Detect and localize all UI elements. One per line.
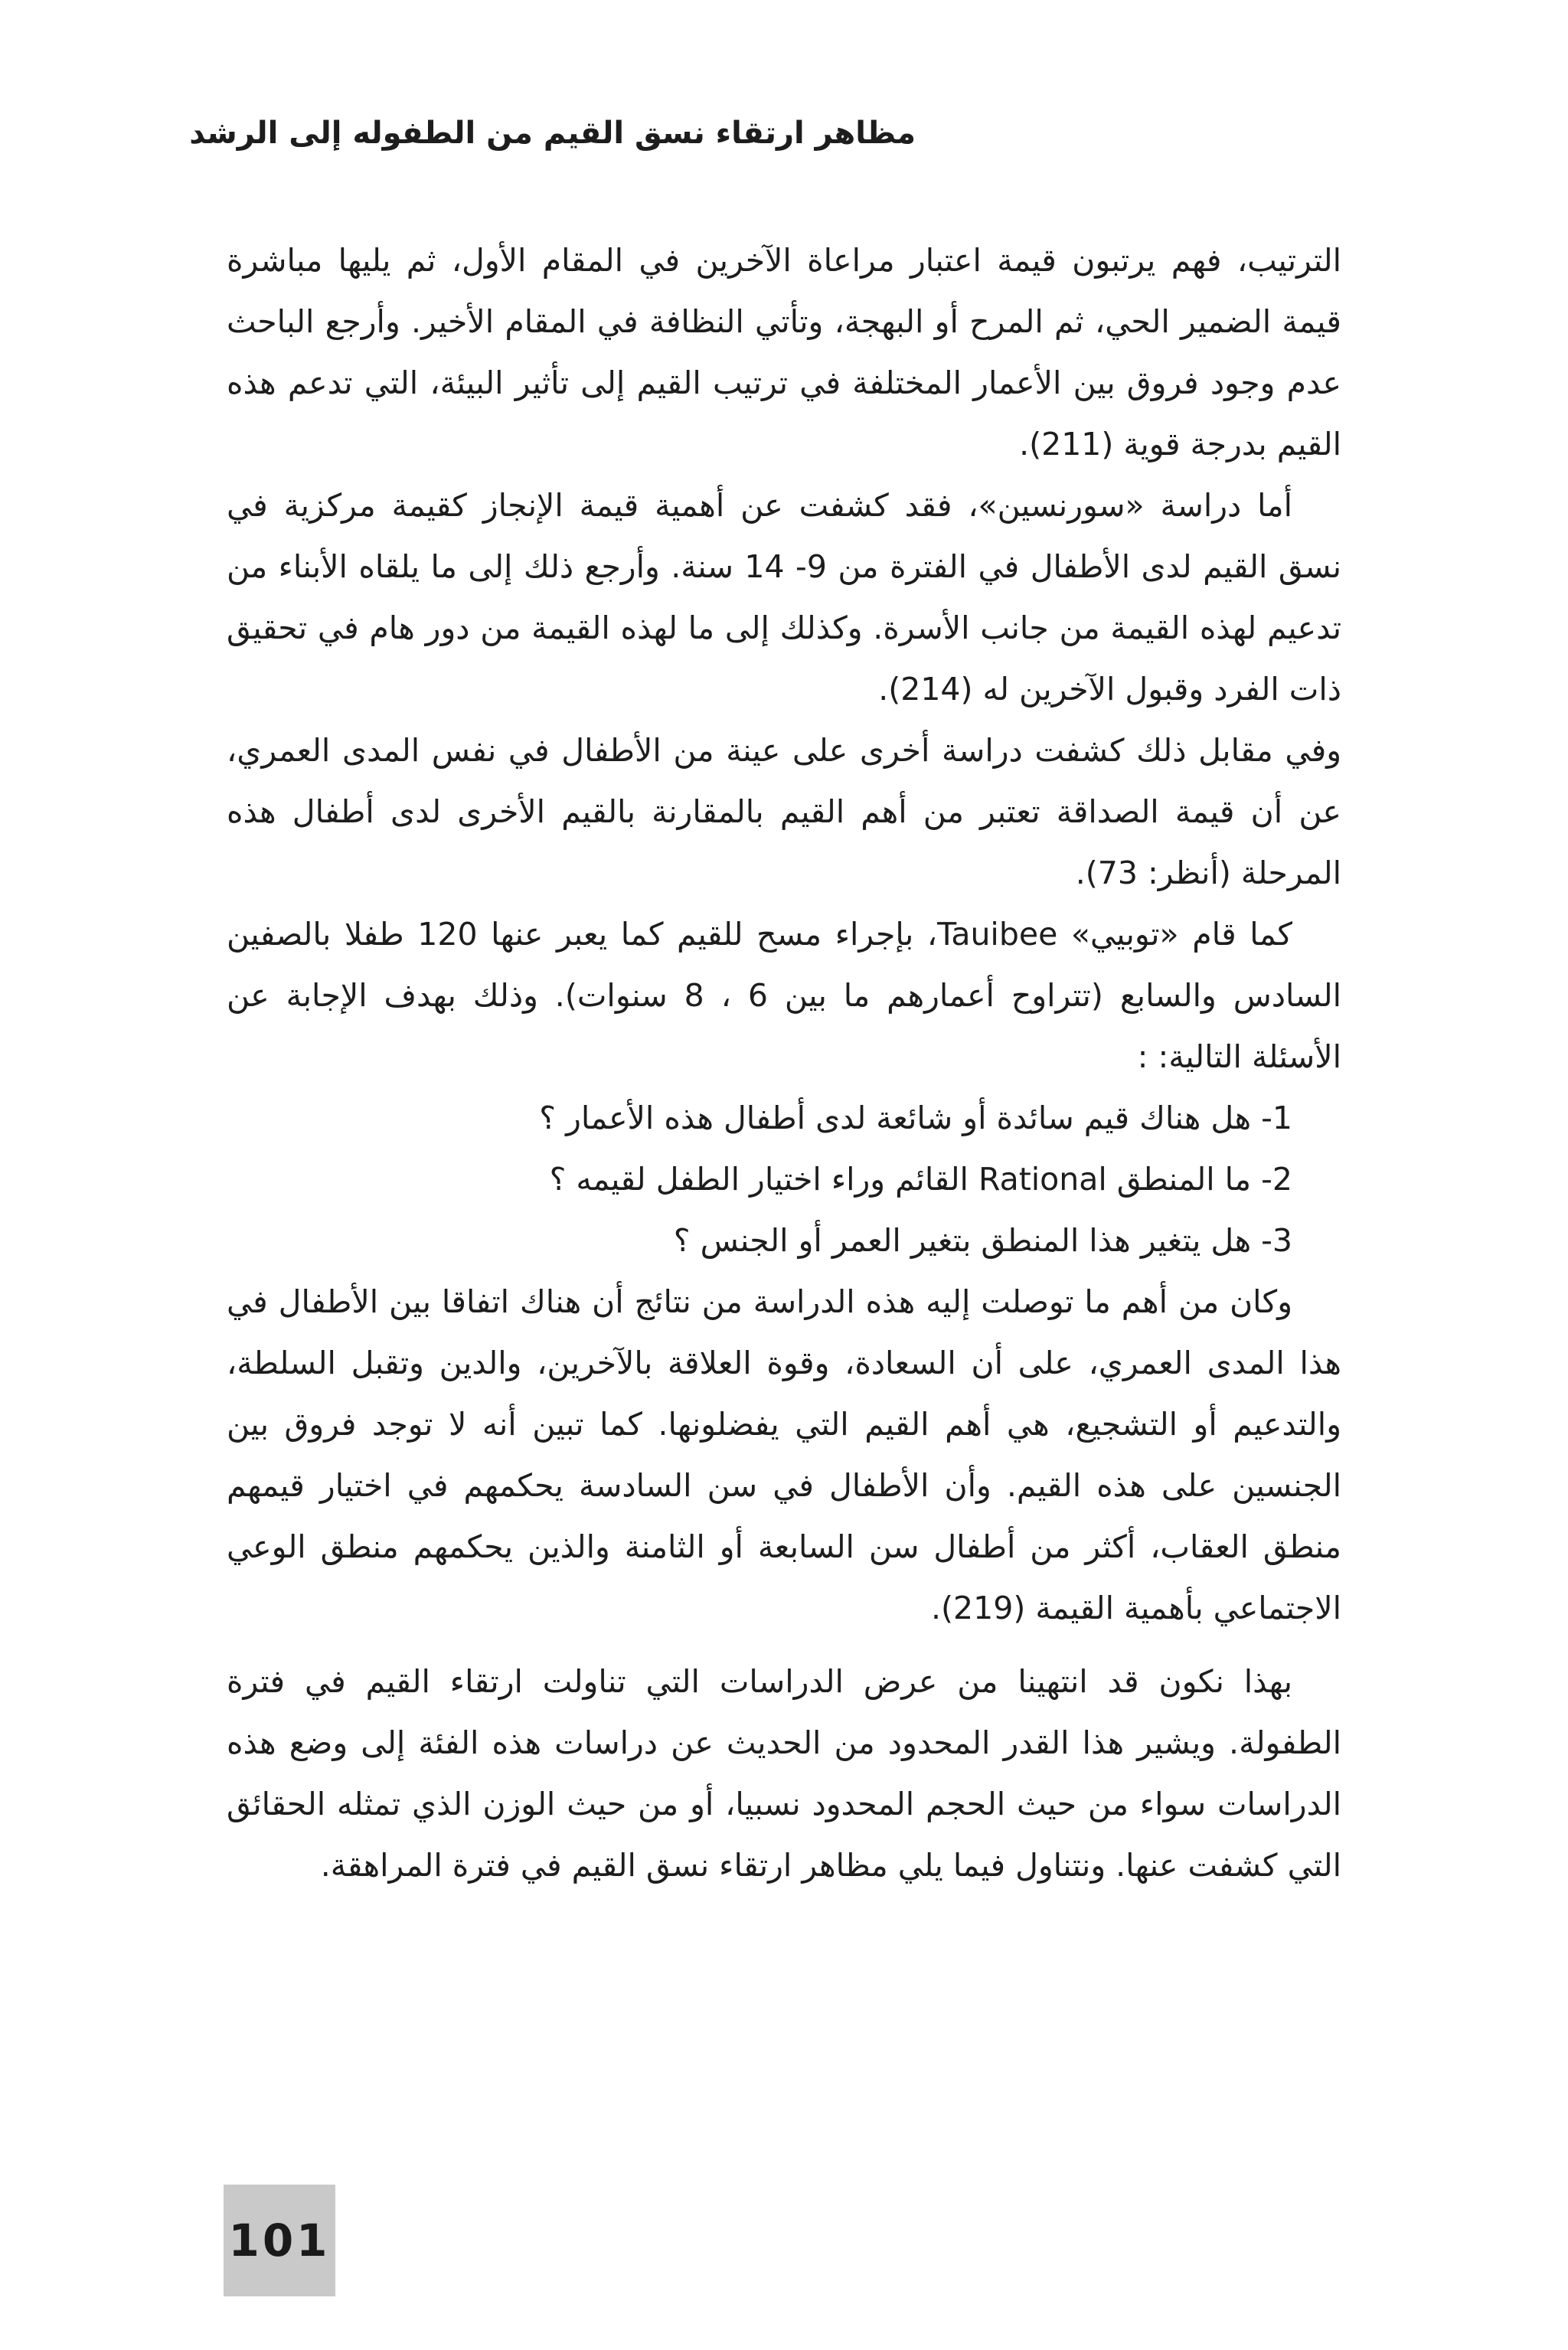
- paragraph-study-findings: وكان من أهم ما توصلت إليه هذه الدراسة من نتائج أن هناك اتفاقا بين الأطفال في هذا المدى العمري، على أن السعادة، وقوة العلاقة بالآخرين، والدين وتقبل السلطة، والتدعيم أو التشجيع، هي أهم القيم التي يفضلونها. كما تبين أنه لا توجد فروق بين الجنسين على هذه القيم. وأن الأطفال في سن السادسة يحكمهم في اختيار قيمهم منطق العقاب، أكثر من أطفال سن السابعة أو الثامنة والذين يحكمهم منطق الوعي الاجتماعي بأهمية القيمة (219).: [227, 1283, 1341, 1626]
- paragraph-conclusion: بهذا نكون قد انتهينا من عرض الدراسات التي تناولت ارتقاء القيم في فترة الطفولة. ويشير هذا القدر المحدود من الحديث عن دراسات هذه الفئة إلى وضع هذه الدراسات سواء من حيث الحجم المحدود نسبيا، أو من حيث الوزن الذي تمثله الحقائق التي كشفت عنها. ونتناول فيما يلي مظاهر ارتقاء نسق القيم في فترة المراهقة.: [227, 1663, 1341, 1884]
- paragraph-friendship-study: وفي مقابل ذلك كشفت دراسة أخرى على عينة من الأطفال في نفس المدى العمري، عن أن قيمة الصداقة تعتبر من أهم القيم بالمقارنة بالقيم الأخرى لدى أطفال هذه المرحلة (أنظر: 73).: [227, 732, 1341, 891]
- question-item-3: 3- هل يتغير هذا المنطق بتغير العمر أو الجنس ؟: [673, 1222, 1292, 1259]
- running-header: مظاهر ارتقاء نسق القيم من الطفوله إلى الرشد: [189, 116, 916, 151]
- question-item-2: 2- ما المنطق Rational القائم وراء اختيار الطفل لقيمه ؟: [549, 1161, 1292, 1198]
- body-text: [227, 230, 1341, 1896]
- paragraph-tauibee-study: كما قام «توبيي» Tauibee، بإجراء مسح للقيم كما يعبر عنها 120 طفلا بالصفين السادس والسابع (تتراوح أعمارهم ما بين 6 ، 8 سنوات). وذلك بهدف الإجابة عن الأسئلة التالية: :: [227, 916, 1342, 1075]
- page-number: 101: [228, 2214, 331, 2267]
- page-number-box: [224, 2185, 335, 2296]
- paragraph-ranking-continuation: الترتيب، فهم يرتبون قيمة اعتبار مراعاة الآخرين في المقام الأول، ثم يليها مباشرة قيمة الضمير الحي، ثم المرح أو البهجة، وتأتي النظافة في المقام الأخير. وأرجع الباحث عدم وجود فروق بين الأعمار المختلفة في ترتيب القيم إلى تأثير البيئة، التي تدعم هذه القيم بدرجة قوية (211).: [227, 242, 1341, 462]
- question-item-1: 1- هل هناك قيم سائدة أو شائعة لدى أطفال هذه الأعمار ؟: [539, 1100, 1292, 1136]
- paragraph-sorensen-study: أما دراسة «سورنسين»، فقد كشفت عن أهمية قيمة الإنجاز كقيمة مركزية في نسق القيم لدى الأطفال في الفترة من 9- 14 سنة. وأرجع ذلك إلى ما يلقاه الأبناء من تدعيم لهذه القيمة من جانب الأسرة. وكذلك إلى ما لهذه القيمة من دور هام في تحقيق ذات الفرد وقبول الآخرين له (214).: [227, 487, 1341, 708]
